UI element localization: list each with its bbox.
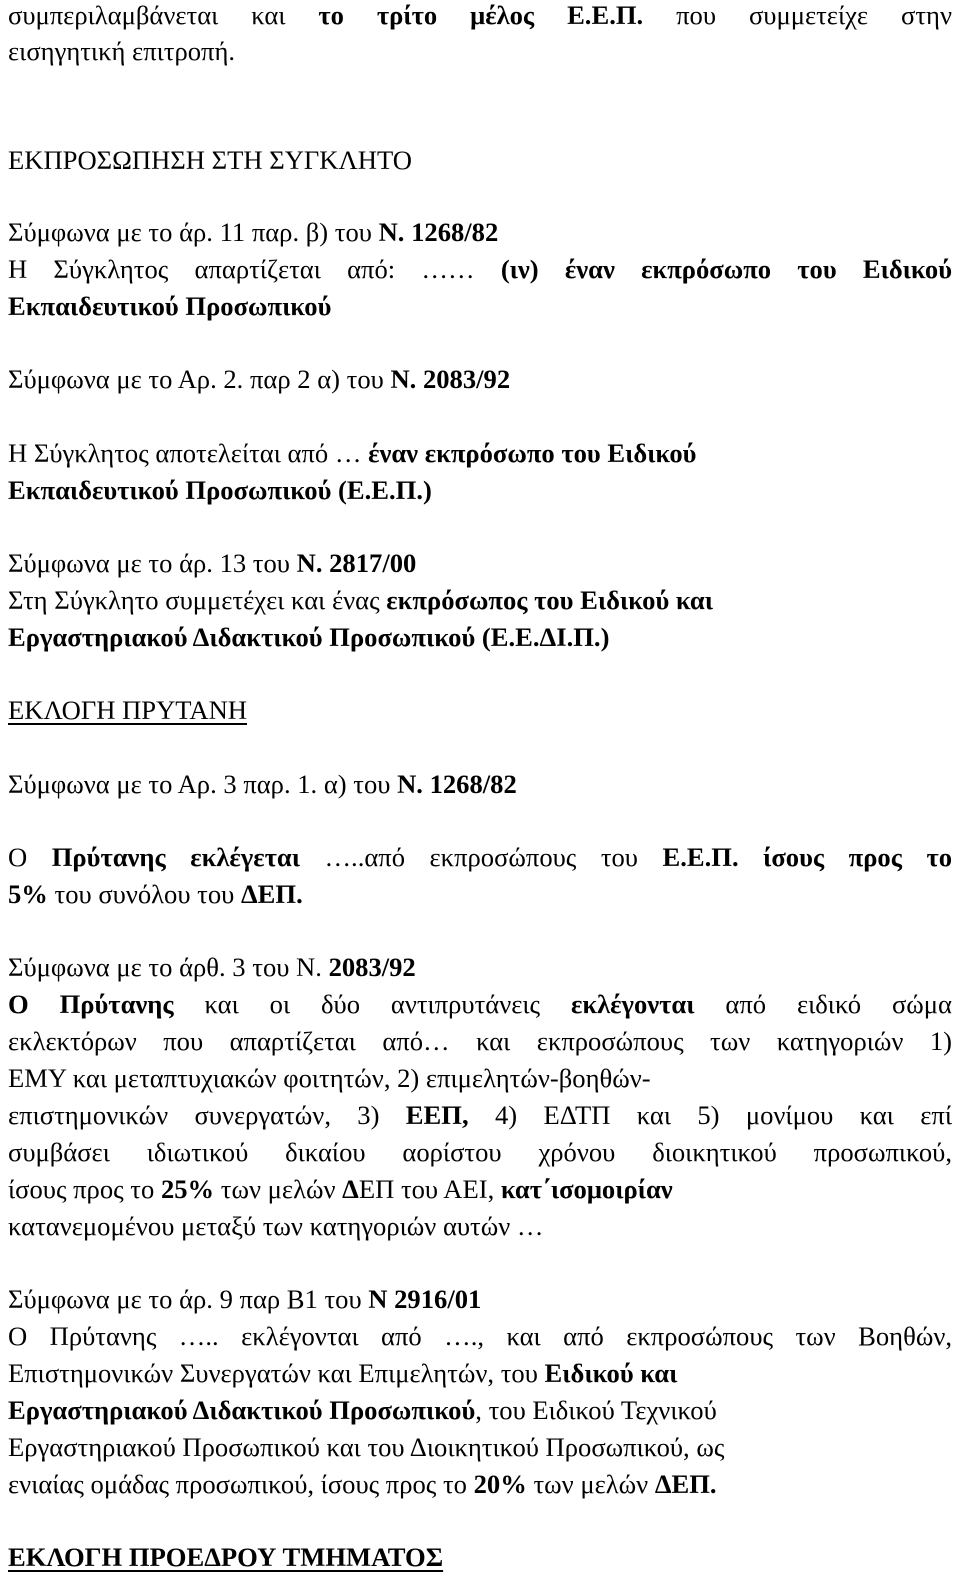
text-line — [8, 949, 952, 986]
text-segment: επιστημονικών συνεργατών, 3) — [8, 1100, 406, 1130]
text-line — [8, 1208, 952, 1245]
text-line — [8, 0, 952, 34]
text-segment: Σύμφωνα με το Αρ. 2. παρ 2 α) του — [8, 364, 391, 394]
text-segment: Εκπαιδευτικού Προσωπικού — [8, 291, 332, 321]
text-segment: των μελών — [214, 1174, 343, 1204]
text-line — [8, 1429, 952, 1466]
text-segment: εισηγητική επιτροπή. — [8, 36, 236, 66]
text-line — [8, 1060, 952, 1097]
text-line — [8, 361, 952, 398]
text-segment: Η Σύγκλητος αποτελείται από … — [8, 438, 369, 468]
text-segment: Εργαστηριακού Διδακτικού Προσωπικού — [8, 1395, 476, 1425]
section-heading — [8, 692, 952, 729]
text-segment: Ν 2916/01 — [368, 1284, 482, 1314]
text-segment: Εκπαιδευτικού Προσωπικού (Ε.Ε.Π.) — [8, 475, 432, 505]
text-line — [8, 1281, 952, 1318]
text-segment: ΕΚΛΟΓΗ ΠΡΥΤΑΝΗ — [8, 695, 248, 725]
text-line — [8, 1466, 952, 1503]
text-line — [8, 876, 952, 913]
text-segment: Ν. 1268/82 — [397, 769, 517, 799]
section-heading — [8, 1539, 952, 1576]
text-segment: Σύμφωνα με το άρ. 13 του — [8, 548, 297, 578]
text-segment: Ν. 2817/00 — [296, 548, 417, 578]
text-segment: , του Ειδικού Τεχνικού — [475, 1395, 717, 1425]
section-heading — [8, 142, 952, 179]
text-segment: Επιστημονικών Συνεργατών και Επιμελητών, του — [8, 1358, 545, 1388]
text-segment: των μελών — [526, 1469, 655, 1499]
text-segment: ΕΠ του ΑΕΙ, — [358, 1174, 501, 1204]
text-line — [8, 33, 952, 70]
text-segment: εκλέγονται — [570, 989, 695, 1019]
text-segment: Σύμφωνα με το άρ. 11 παρ. β) του — [8, 217, 379, 247]
text-line — [8, 251, 952, 288]
text-segment: ενιαίας ομάδας προσωπικού, ίσους προς το — [8, 1469, 474, 1499]
text-segment: 20% — [473, 1469, 527, 1499]
text-segment: 5% — [8, 879, 48, 909]
text-segment: Ν. 1268/82 — [378, 217, 499, 247]
text-segment: κατ΄ισομοιρίαν — [500, 1174, 673, 1204]
text-segment: εκπρόσωπος του Ειδικού και — [386, 585, 713, 615]
text-segment: ΕΚΠΡΟΣΩΠΗΣΗ ΣΤΗ ΣΥΓΚΛΗΤΟ — [8, 145, 412, 175]
text-segment: ΕΕΠ, — [405, 1100, 469, 1130]
text-segment: Εργαστηριακού Διδακτικού Προσωπικού (Ε.Ε.ΔΙ.Π.) — [8, 622, 610, 652]
text-segment: Ο Πρύτανης — [8, 989, 174, 1019]
text-segment: Σύμφωνα με το άρθ. 3 του Ν. — [8, 952, 329, 982]
text-segment: συμβάσει ιδιωτικού δικαίου αορίστου χρόνου διοικητικού προσωπικού, — [8, 1137, 952, 1167]
text-line — [8, 619, 952, 656]
text-segment: Πρύτανης εκλέγεται — [51, 842, 300, 872]
text-segment: κατανεμομένου μεταξύ των κατηγοριών αυτών … — [8, 1211, 544, 1241]
text-segment: …..από εκπροσώπους του — [299, 842, 663, 872]
text-segment: 2083/92 — [328, 952, 416, 982]
text-line — [8, 1097, 952, 1134]
text-segment: (ιν) έναν εκπρόσωπο του Ειδικού — [500, 254, 953, 284]
text-line — [8, 1392, 952, 1429]
text-segment: το τρίτο μέλος Ε.Ε.Π. — [318, 0, 644, 30]
text-segment: Στη Σύγκλητο συμμετέχει και ένας — [8, 585, 387, 615]
text-segment: 25% — [160, 1174, 215, 1204]
text-segment: Η Σύγκλητος απαρτίζεται από: …… — [8, 254, 501, 284]
text-line — [8, 1023, 952, 1060]
text-segment: Ο — [8, 842, 52, 872]
text-line — [8, 839, 952, 876]
text-line — [8, 435, 952, 472]
text-segment: Σύμφωνα με το Αρ. 3 παρ. 1. α) του — [8, 769, 398, 799]
text-segment: έναν εκπρόσωπο του Ειδικού — [368, 438, 697, 468]
text-segment: και οι δύο αντιπρυτάνεις — [173, 989, 571, 1019]
text-segment: Ε.Ε.Π. ίσους προς το — [662, 842, 952, 872]
text-segment: ΔΕΠ. — [654, 1469, 717, 1499]
text-line — [8, 582, 952, 619]
text-line — [8, 1318, 952, 1355]
text-segment: συμπεριλαμβάνεται και — [8, 0, 319, 30]
text-segment: Ο Πρύτανης ….. εκλέγονται από …., και από εκπροσώπους των Βοηθών, — [8, 1321, 952, 1351]
text-segment: Ν. 2083/92 — [390, 364, 511, 394]
text-segment: του συνόλου του — [47, 879, 241, 909]
text-line — [8, 1355, 952, 1392]
text-segment: από ειδικό σώμα — [694, 989, 952, 1019]
text-segment: που συμμετείχε στην — [643, 0, 952, 30]
text-line — [8, 545, 952, 582]
text-segment: Δ — [342, 1174, 359, 1204]
text-segment: ΔΕΠ. — [240, 879, 303, 909]
text-segment: εκλεκτόρων που απαρτίζεται από… και εκπροσώπους των κατηγοριών 1) — [8, 1026, 952, 1056]
text-segment: Ειδικού και — [544, 1358, 678, 1388]
text-line — [8, 986, 952, 1023]
text-line — [8, 1134, 952, 1171]
text-segment: Εργαστηριακού Προσωπικού και του Διοικητικού Προσωπικού, ως — [8, 1432, 725, 1462]
text-segment: ΕΜΥ και μεταπτυχιακών φοιτητών, 2) επιμελητών-βοηθών- — [8, 1063, 651, 1093]
text-segment: Σύμφωνα με το άρ. 9 παρ Β1 του — [8, 1284, 369, 1314]
text-line — [8, 1171, 952, 1208]
text-line — [8, 288, 952, 325]
text-line — [8, 766, 952, 803]
text-segment: 4) ΕΔΤΠ και 5) μονίμου και επί — [468, 1100, 952, 1130]
text-segment: ίσους προς το — [8, 1174, 161, 1204]
text-segment: ΕΚΛΟΓΗ ΠΡΟΕΔΡΟΥ ΤΜΗΜΑΤΟΣ — [8, 1542, 444, 1572]
text-line — [8, 214, 952, 251]
text-line — [8, 472, 952, 509]
